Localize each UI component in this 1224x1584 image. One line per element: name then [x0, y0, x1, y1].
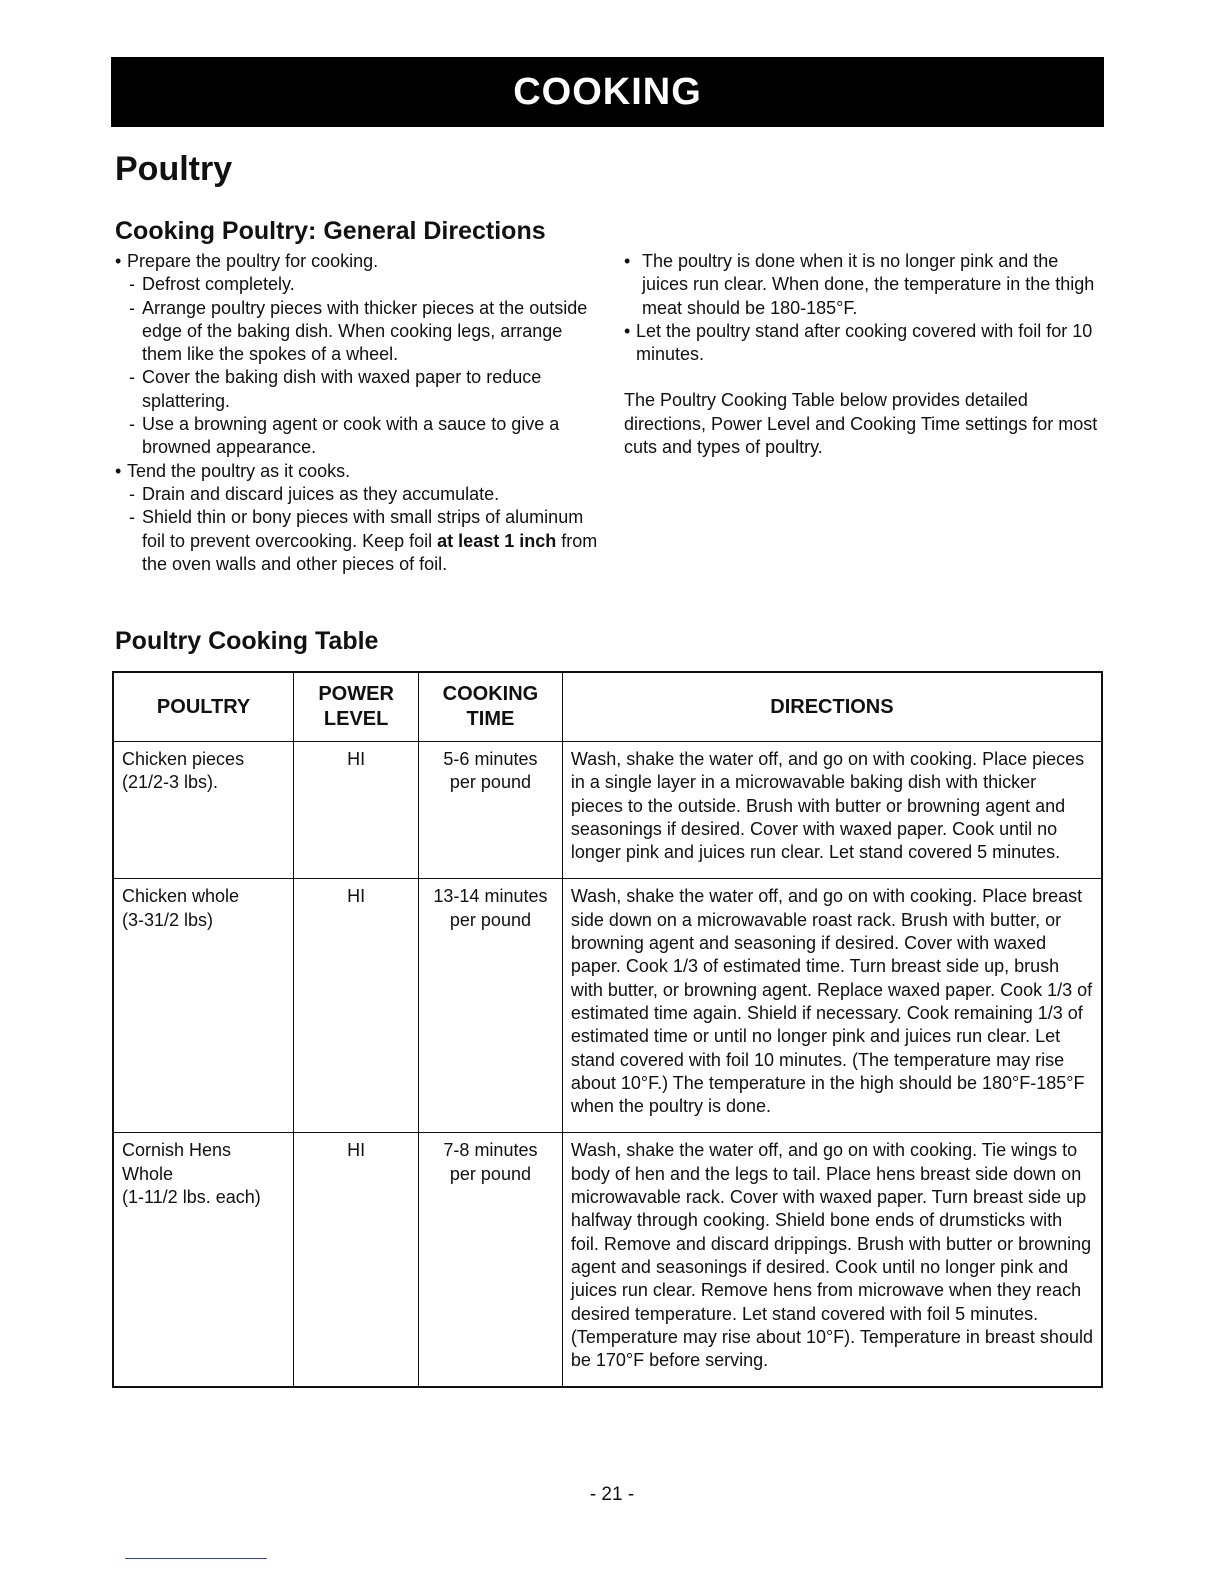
header-cooking-time [419, 672, 563, 742]
cell-cooking-time [419, 742, 563, 879]
cell-directions: Wash, shake the water off, and go on with cooking. Tie wings to body of hen and the legs to tail. Place hens breast side down on microwavable rack. Cover with waxed paper. Turn breast side up halfway through cooking. Shield bone ends of drumsticks with foil. Remove and discard drippings. Brush with butter or browning agent and seasonings if desired. Cook until no longer pink and juices run clear. Remove hens from microwave when they reach desired temperature. Let stand covered with foil 5 minutes. (Temperature may rise about 10°F). Temperature in breast should be 170°F before serving. [562, 1133, 1102, 1387]
poultry-name: Cornish Hens Whole [122, 1140, 232, 1184]
time-unit: per pound [449, 909, 531, 930]
cell-poultry [113, 879, 294, 1133]
time-value: 7-8 minutes [443, 1140, 538, 1161]
table-row [113, 1133, 1102, 1387]
header-power-line2: LEVEL [323, 708, 389, 730]
section-banner: COOKING [111, 57, 1104, 127]
cell-cooking-time [419, 1133, 563, 1387]
bullet-stand: • Let the poultry stand after cooking covered with foil for 10 minutes. [624, 320, 1109, 367]
cell-cooking-time [419, 879, 563, 1133]
bullet-prepare: • Prepare the poultry for cooking. [115, 250, 605, 273]
cell-directions: Wash, shake the water off, and go on with cooking. Place pieces in a single layer in a microwavable baking dish with thicker pieces to the outside. Brush with butter or browning agent and seasonings if desired. Cover with waxed paper. Cook until no longer pink and juices run clear. Let stand covered 5 minutes. [562, 742, 1102, 879]
header-poultry: POULTRY [113, 672, 294, 742]
page-number: - 21 - [589, 1484, 635, 1505]
general-directions-left [115, 250, 605, 576]
cell-poultry [113, 1133, 294, 1387]
table-header-row [113, 672, 1102, 742]
poultry-weight: (1-11/2 lbs. each) [122, 1187, 261, 1208]
step-shield [115, 506, 605, 576]
poultry-name: Chicken whole [122, 886, 240, 907]
header-time-line1: COOKING [442, 683, 539, 705]
bullet-done: • The poultry is done when it is no longer pink and the juices run clear. When done, the temperature in the thigh meat should be 180-185°F. [624, 250, 1109, 320]
time-value: 5-6 minutes [443, 749, 538, 769]
table-intro-paragraph: The Poultry Cooking Table below provides detailed directions, Power Level and Cooking Time settings for most cuts and types of poultry. [624, 390, 1098, 458]
time-unit: per pound [449, 772, 531, 793]
step-drain: - Drain and discard juices as they accumulate. [115, 483, 605, 506]
bottom-rule [125, 1558, 267, 1559]
general-directions-heading: Cooking Poultry: General Directions [115, 217, 546, 245]
time-value: 13-14 minutes [433, 886, 548, 907]
cell-power-level: HI [294, 1133, 419, 1387]
general-directions-right [624, 250, 1109, 459]
cooking-table-heading: Poultry Cooking Table [115, 627, 379, 655]
time-unit: per pound [449, 1163, 531, 1184]
header-power-level [294, 672, 419, 742]
poultry-weight: (3-31/2 lbs) [122, 909, 214, 930]
table-row [113, 742, 1102, 879]
poultry-cooking-table [112, 671, 1103, 1388]
poultry-weight: (21/2-3 lbs). [122, 772, 219, 793]
step-cover: - Cover the baking dish with waxed paper to reduce splattering. [115, 366, 605, 413]
cell-power-level: HI [294, 742, 419, 879]
page-title: Poultry [115, 150, 233, 188]
step-arrange: - Arrange poultry pieces with thicker pieces at the outside edge of the baking dish. When cooking legs, arrange them like the spokes of a wheel. [115, 297, 605, 367]
cell-poultry [113, 742, 294, 879]
poultry-name: Chicken pieces [122, 749, 245, 769]
bullet-tend: • Tend the poultry as it cooks. [115, 460, 605, 483]
step-defrost: - Defrost completely. [115, 273, 605, 296]
table-row [113, 879, 1102, 1133]
header-directions: DIRECTIONS [562, 672, 1102, 742]
shield-text-bold: at least 1 inch [437, 530, 557, 551]
cell-directions: Wash, shake the water off, and go on with cooking. Place breast side down on a microwavable roast rack. Brush with butter, or browning agent and seasoning if desired. Cover with waxed paper. Cook 1/3 of estimated time. Turn breast side up, brush with butter, or browning agent. Replace waxed paper. Cook 1/3 of estimated time again. Shield if necessary. Cook remaining 1/3 of estimated time or until no longer pink and juices run clear. Let stand covered with foil 10 minutes. (The temperature may rise about 10°F.) The temperature in the high should be 180°F-185°F when the poultry is done. [562, 879, 1102, 1133]
header-power-line1: POWER [318, 683, 394, 705]
cell-power-level: HI [294, 879, 419, 1133]
header-time-line2: TIME [466, 708, 515, 730]
shield-text-a: Shield thin or bony pieces with small strips of aluminum foil to prevent overcooking. Keep foil [142, 507, 584, 551]
shield-text-b: from the oven walls and other pieces of foil. [142, 530, 598, 574]
step-browning: - Use a browning agent or cook with a sauce to give a browned appearance. [115, 413, 605, 460]
